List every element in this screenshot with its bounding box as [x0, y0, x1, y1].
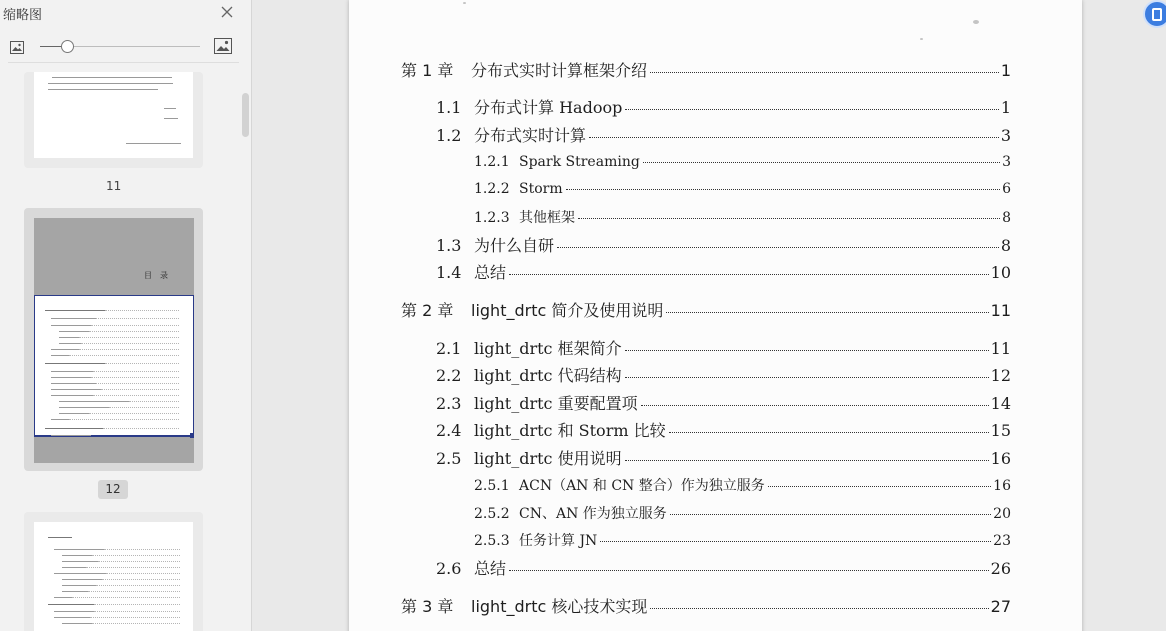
- thumbnail-image: [34, 218, 194, 463]
- divider: [8, 62, 239, 63]
- document-viewer[interactable]: [253, 0, 1166, 631]
- toc-entry-number: 2.5.3: [474, 533, 510, 549]
- toc-dot-leader: [768, 486, 991, 487]
- toc-entry-page: 6: [1002, 181, 1011, 197]
- toc-entry-number: 第 3 章: [401, 597, 454, 616]
- toc-entry-page: 11: [990, 301, 1011, 320]
- thumbnail-zoom-control: [0, 36, 252, 58]
- toc-entry-title: light_drtc 和 Storm 比较: [474, 421, 666, 440]
- toc-dot-leader: [625, 109, 998, 110]
- toc-entry-number: 1.1: [436, 98, 462, 117]
- toc-entry-number: 2.2: [436, 366, 462, 385]
- toc-entry-number: 第 2 章: [401, 301, 454, 320]
- toc-entry-title: light_drtc 框架简介: [474, 339, 622, 358]
- toc-entry-title: light_drtc 使用说明: [474, 449, 622, 468]
- toc-entry-page: 3: [1000, 126, 1011, 145]
- thumbnail-image: [34, 72, 193, 158]
- toc-dot-leader: [557, 247, 999, 248]
- toc-dot-leader: [625, 350, 989, 351]
- toc-entry[interactable]: [436, 391, 1011, 414]
- toc-dot-leader: [578, 218, 1000, 219]
- scan-speck: [920, 38, 923, 40]
- toc-entry-title: CN、AN 作为独立服务: [519, 506, 667, 522]
- toc-entry-page: 20: [993, 506, 1011, 522]
- toc-entry[interactable]: [436, 363, 1011, 386]
- thumbnail-panel: [0, 0, 252, 631]
- toc-entry-page: 23: [993, 533, 1011, 549]
- toc-dot-leader: [625, 377, 989, 378]
- toc-entry-title: 任务计算 JN: [519, 533, 598, 549]
- panel-title: 缩略图: [3, 8, 43, 23]
- close-icon[interactable]: [219, 4, 235, 20]
- thumbnail-page-number: 11: [106, 179, 122, 193]
- toc-entry-title: ACN（AN 和 CN 整合）作为独立服务: [519, 478, 765, 494]
- toc-dot-leader: [670, 514, 991, 515]
- toc-entry-page: 8: [1000, 236, 1011, 255]
- toc-entry-title: light_drtc 简介及使用说明: [471, 301, 664, 320]
- toc-entry-title: light_drtc 代码结构: [474, 366, 622, 385]
- toc-entry-title: 其他框架: [519, 210, 575, 226]
- toc-dot-leader: [643, 162, 1000, 163]
- toc-entry-number: 1.2: [436, 126, 462, 145]
- thumbnail-scrollbar[interactable]: [242, 93, 249, 137]
- toc-entry-number: 1.4: [436, 263, 462, 282]
- toc-entry[interactable]: [436, 556, 1011, 579]
- viewport-indicator[interactable]: [34, 295, 194, 437]
- toc-entry-number: 2.3: [436, 394, 462, 413]
- toc-entry-page: 8: [1002, 210, 1011, 226]
- thumbnail-zoom-slider[interactable]: [40, 46, 200, 47]
- document-icon[interactable]: [1143, 0, 1166, 28]
- toc-dot-leader: [650, 608, 988, 609]
- toc-dot-leader: [566, 189, 1000, 190]
- toc-entry-page: 10: [990, 263, 1011, 282]
- toc-entry-number: 1.2.1: [474, 154, 510, 170]
- toc-dot-leader: [669, 432, 989, 433]
- toc-entry[interactable]: [436, 260, 1011, 283]
- toc-entry-number: 1.3: [436, 236, 462, 255]
- toc-entry-number: 2.4: [436, 421, 462, 440]
- toc-entry[interactable]: [436, 95, 1011, 118]
- toc-entry[interactable]: [474, 154, 1011, 170]
- toc-entry-title: 总结: [474, 559, 507, 578]
- scan-speck: [463, 2, 466, 4]
- toc-entry-number: 2.6: [436, 559, 462, 578]
- thumbnail-heading: 目录: [144, 271, 176, 280]
- thumbnail-page-12[interactable]: [24, 208, 203, 471]
- toc-entry[interactable]: [436, 233, 1011, 256]
- toc-entry-title: light_drtc 核心技术实现: [471, 597, 648, 616]
- toc-entry[interactable]: [436, 446, 1011, 469]
- zoom-slider-handle[interactable]: [61, 40, 74, 53]
- thumbnail-page-number-selected: 12: [98, 480, 128, 499]
- thumbnail-page-11[interactable]: [24, 72, 203, 168]
- toc-dot-leader: [666, 312, 988, 313]
- toc-entry-page: 11: [990, 339, 1011, 358]
- toc-entry[interactable]: [401, 594, 1011, 617]
- toc-entry[interactable]: [401, 58, 1011, 81]
- viewport-resize-handle[interactable]: [190, 433, 194, 438]
- toc-entry-page: 12: [990, 366, 1011, 385]
- toc-entry[interactable]: [474, 475, 1011, 495]
- toc-entry-number: 2.5.2: [474, 506, 510, 522]
- toc-dot-leader: [650, 72, 999, 73]
- toc-entry-title: Storm: [519, 181, 563, 197]
- toc-entry-page: 16: [990, 449, 1011, 468]
- toc-entry-page: 16: [993, 478, 1011, 494]
- toc-entry[interactable]: [401, 298, 1011, 321]
- toc-entry-title: 分布式实时计算: [474, 126, 587, 145]
- toc-entry-number: 2.5.1: [474, 478, 510, 494]
- toc-entry-title: 分布式实时计算框架介绍: [471, 61, 648, 80]
- toc-entry-number: 1.2.3: [474, 210, 510, 226]
- toc-entry-title: light_drtc 重要配置项: [474, 394, 638, 413]
- toc-entry-page: 1: [1000, 61, 1011, 80]
- thumbnail-page-13[interactable]: [24, 512, 203, 631]
- toc-entry-page: 27: [990, 597, 1011, 616]
- toc-entry-number: 2.5: [436, 449, 462, 468]
- toc-entry-page: 14: [990, 394, 1011, 413]
- toc-dot-leader: [509, 570, 989, 571]
- toc-entry-number: 第 1 章: [401, 61, 454, 80]
- toc-entry[interactable]: [474, 530, 1011, 550]
- toc-entry-title: 总结: [474, 263, 507, 282]
- toc-dot-leader: [600, 541, 991, 542]
- toc-entry-page: 15: [990, 421, 1011, 440]
- toc-entry[interactable]: [474, 207, 1011, 227]
- image-large-icon[interactable]: [214, 38, 232, 58]
- toc-entry-title: Spark Streaming: [519, 154, 640, 170]
- toc-entry-page: 3: [1002, 154, 1011, 170]
- scan-speck: [973, 20, 979, 24]
- toc-entry[interactable]: [474, 181, 1011, 197]
- toc-dot-leader: [641, 405, 989, 406]
- toc-entry-title: 为什么自研: [474, 236, 555, 255]
- toc-entry-title: 分布式计算 Hadoop: [474, 98, 623, 117]
- toc-entry[interactable]: [474, 503, 1011, 523]
- toc-entry-page: 26: [990, 559, 1011, 578]
- toc-entry-number: 2.1: [436, 339, 462, 358]
- toc-dot-leader: [509, 274, 989, 275]
- toc-entry[interactable]: [436, 336, 1011, 359]
- toc-entry-page: 1: [1000, 98, 1011, 117]
- toc-dot-leader: [589, 137, 999, 138]
- image-small-icon[interactable]: [10, 39, 24, 58]
- document-page: [349, 0, 1082, 631]
- thumbnail-image: [34, 522, 193, 631]
- toc-dot-leader: [625, 460, 989, 461]
- toc-entry-number: 1.2.2: [474, 181, 510, 197]
- toc-entry[interactable]: [436, 123, 1011, 146]
- toc-entry[interactable]: [436, 418, 1011, 441]
